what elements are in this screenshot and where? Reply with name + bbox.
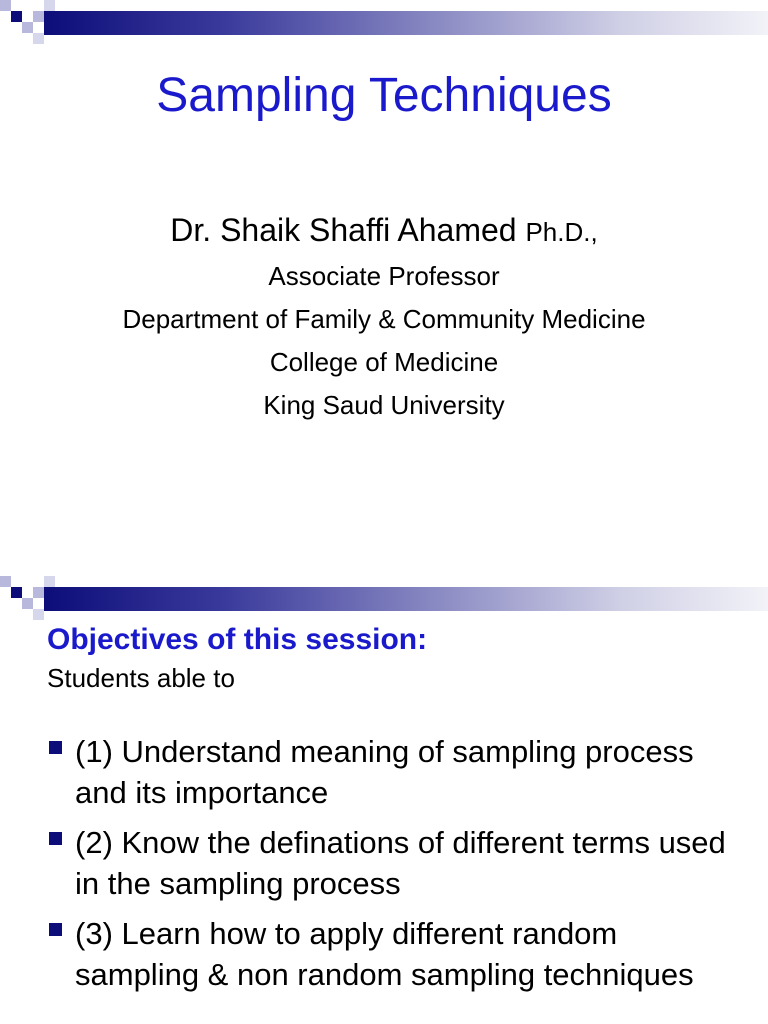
author-university: King Saud University [263, 390, 505, 420]
decor-square [0, 576, 11, 587]
decor-square [44, 0, 55, 11]
objectives-list [47, 731, 737, 1004]
objective-text: (1) Understand meaning of sampling process and its importance [75, 734, 694, 810]
objective-item [47, 731, 737, 813]
objectives-subheading: Students able to [47, 663, 235, 693]
decor-square [33, 587, 44, 598]
header-gradient-bar [44, 587, 768, 611]
author-position: Associate Professor [268, 261, 500, 291]
header-gradient-bar [44, 11, 768, 35]
decor-square [22, 598, 33, 609]
author-college: College of Medicine [269, 347, 499, 377]
objective-item [47, 822, 737, 904]
square-bullet-icon [49, 832, 62, 845]
decor-square [11, 11, 22, 22]
author-name: Dr. Shaik Shaffi Ahamed [170, 212, 517, 248]
author-degree: Ph.D., [525, 217, 598, 247]
square-bullet-icon [49, 741, 62, 754]
decor-square [33, 609, 44, 620]
decor-square [44, 576, 55, 587]
decor-square [33, 11, 44, 22]
decor-square [22, 22, 33, 33]
decor-square [11, 587, 22, 598]
decor-square [0, 0, 11, 11]
objectives-heading: Objectives of this session: [47, 623, 428, 656]
decor-square [33, 33, 44, 44]
slide-objectives [0, 576, 768, 1024]
objective-text: (2) Know the definations of different terms used in the sampling process [75, 825, 726, 901]
objective-text: (3) Learn how to apply different random sampling & non random sampling techniques [75, 916, 694, 992]
author-line [0, 210, 768, 252]
author-department: Department of Family & Community Medicine [122, 304, 646, 334]
header-decoration [0, 576, 768, 624]
slide-title-text: Sampling Techniques [156, 69, 612, 122]
objective-item [47, 913, 737, 995]
header-decoration [0, 0, 768, 48]
square-bullet-icon [49, 923, 62, 936]
